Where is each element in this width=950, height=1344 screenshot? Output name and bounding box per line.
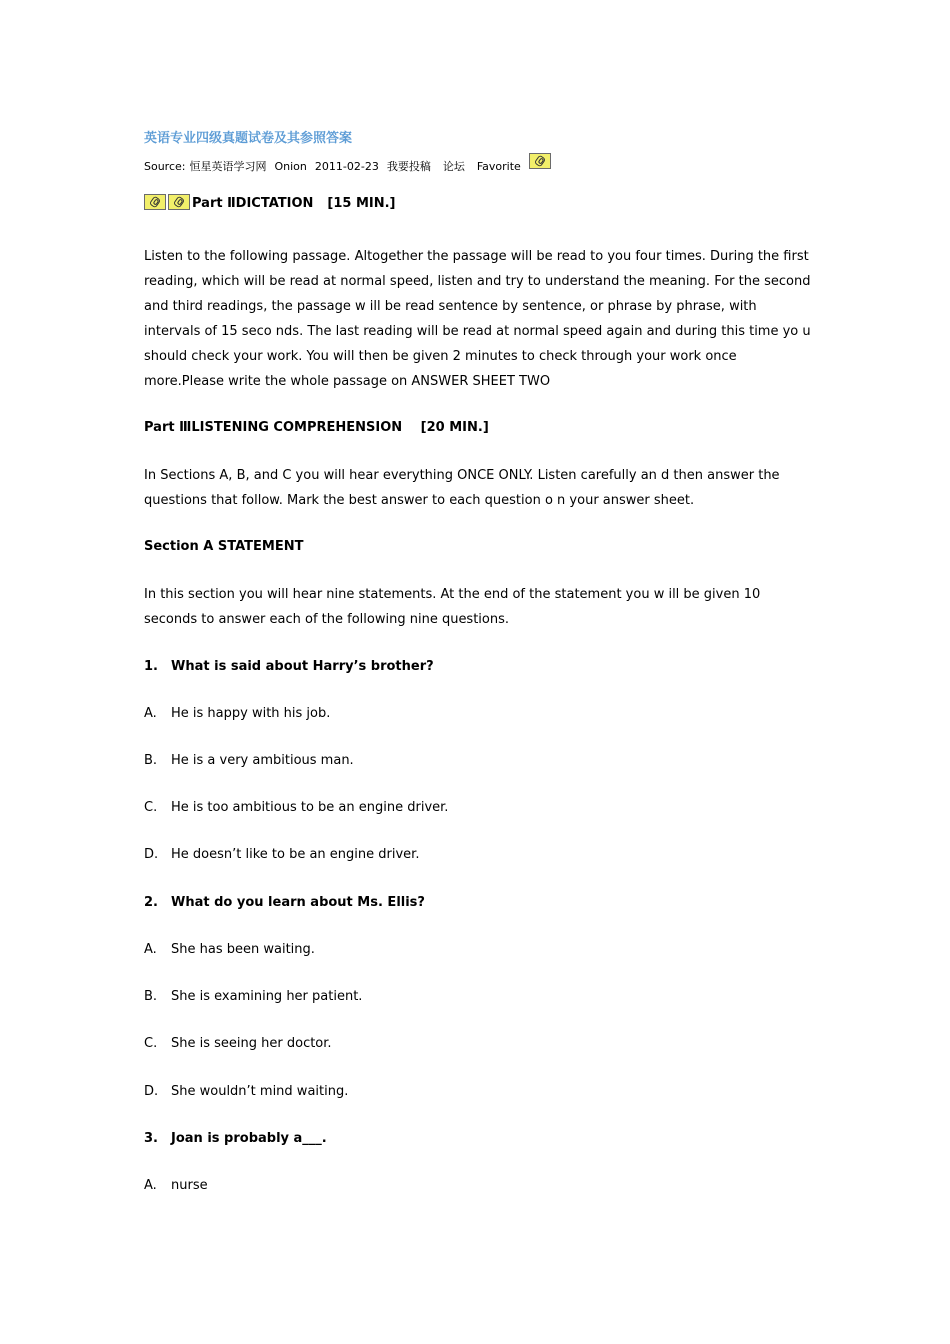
option-text: nurse [171, 1178, 208, 1193]
part2-heading-row [144, 196, 395, 211]
option-2a [144, 942, 315, 957]
option-1a [144, 706, 330, 721]
source-date: 2011-02-23 [314, 159, 379, 173]
option-1b [144, 753, 354, 768]
option-letter: A. [144, 942, 157, 957]
option-text: He is too ambitious to be an engine driver. [171, 800, 449, 815]
part2-instructions: Listen to the following passage. Altogether the passage will be read to you four times. During the first reading, which will be read at normal speed, listen and try to understand the meaning. For the second and third readings, the passage w ill be read sentence by sentence, or phrase by phrase, with intervals of 15 seco nds. The last reading will be read at normal speed again and during this time yo u should check your work. You will then be given 2 minutes to check through your work once more.Please write the whole passage on ANSWER SHEET TWO [144, 249, 811, 389]
question-number: 1. [144, 659, 158, 674]
option-text: She is seeing her doctor. [171, 1036, 332, 1051]
submit-link[interactable]: 我要投稿 [386, 160, 431, 173]
question-number: 2. [144, 895, 158, 910]
question-3 [144, 1131, 327, 1146]
option-text: She wouldn’t mind waiting. [171, 1084, 349, 1099]
option-letter: C. [144, 1036, 158, 1051]
question-text: What do you learn about Ms. Ellis? [171, 895, 425, 910]
question-text: What is said about Harry’s brother? [171, 659, 434, 674]
source-site[interactable]: 恒星英语学习网 [189, 160, 267, 173]
option-letter: A. [144, 1178, 157, 1193]
option-2d [144, 1084, 348, 1099]
option-letter: B. [144, 989, 158, 1004]
part3-heading-row [144, 420, 489, 435]
favorite-link[interactable]: Favorite [476, 159, 521, 173]
option-letter: C. [144, 800, 158, 815]
paperclip-icon[interactable] [144, 194, 166, 210]
question-2 [144, 895, 425, 910]
section-a-instructions: In this section you will hear nine statements. At the end of the statement you w ill be given 10 seconds to answer each of the following nine questions. [144, 587, 761, 627]
question-1 [144, 659, 434, 674]
question-number: 3. [144, 1131, 158, 1146]
option-3a [144, 1178, 208, 1193]
source-line [144, 158, 559, 174]
question-text: Joan is probably a___. [171, 1131, 327, 1146]
option-2b [144, 989, 362, 1004]
part2-time: [15 MIN.] [327, 196, 396, 211]
option-letter: A. [144, 706, 157, 721]
option-letter: B. [144, 753, 158, 768]
option-text: He doesn’t like to be an engine driver. [171, 847, 420, 862]
paperclip-icon[interactable] [168, 194, 190, 210]
source-label: Source: [144, 159, 186, 173]
section-a-heading: Section A STATEMENT [144, 539, 304, 554]
option-letter: D. [144, 1084, 159, 1099]
forum-link[interactable]: 论坛 [442, 160, 465, 173]
option-text: He is a very ambitious man. [171, 753, 354, 768]
part3-heading: Part ⅢLISTENING COMPREHENSION [144, 420, 403, 435]
part2-heading: Part ⅡDICTATION [192, 196, 314, 211]
source-author: Onion [274, 159, 307, 173]
option-letter: D. [144, 847, 159, 862]
option-1c [144, 800, 448, 815]
option-text: She has been waiting. [171, 942, 315, 957]
option-2c [144, 1036, 332, 1051]
part3-time: [20 MIN.] [420, 420, 489, 435]
page-title: 英语专业四级真题试卷及其参照答案 [144, 131, 353, 146]
option-1d [144, 847, 419, 862]
part3-instructions: In Sections A, B, and C you will hear everything ONCE ONLY. Listen carefully an d then answer the questions that follow. Mark the best answer to each question o n your answer sheet. [144, 468, 780, 508]
option-text: She is examining her patient. [171, 989, 363, 1004]
option-text: He is happy with his job. [171, 706, 331, 721]
paperclip-icon[interactable] [529, 153, 551, 169]
